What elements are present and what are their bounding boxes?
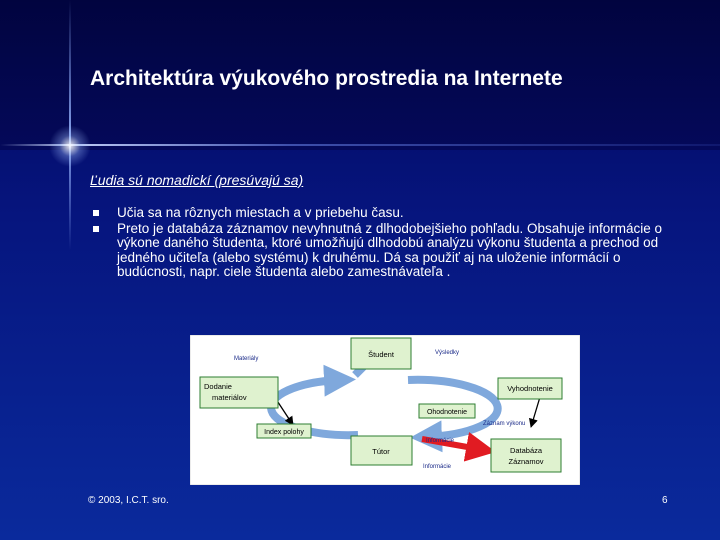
tutor-node xyxy=(351,436,412,465)
svg-text:Tútor: Tútor xyxy=(372,447,390,456)
svg-text:Študent: Študent xyxy=(368,350,394,359)
faint-label-informacie-bottom: Informácie xyxy=(423,464,452,470)
decorative-horizontal-line xyxy=(0,144,720,146)
databaza-node xyxy=(491,439,561,472)
databaza-line-2: Záznamov xyxy=(508,457,544,466)
decorative-star-glow xyxy=(49,125,91,167)
bullet-item xyxy=(92,222,684,280)
svg-text:Vyhodnotenie: Vyhodnotenie xyxy=(507,384,553,393)
bullet-text: Učia sa na rôznych miestach a v priebehu času. xyxy=(117,205,404,220)
faint-label-zaznam-vykonu: Záznam výkonu xyxy=(483,421,526,427)
ohodnotenie-node xyxy=(419,404,475,418)
dodanie-line-2: materiálov xyxy=(212,393,247,402)
dodanie-node xyxy=(200,377,278,408)
bullet-square-icon xyxy=(93,226,99,232)
vyhodnotenie-node xyxy=(498,378,562,399)
bullet-square-icon xyxy=(93,210,99,216)
faint-label-vysledky: Výsledky xyxy=(435,350,460,356)
index-polohy-node xyxy=(257,424,311,438)
dodanie-line-1: Dodanie xyxy=(204,382,232,391)
faint-label-materialy: Materiály xyxy=(234,356,259,362)
bullet-list xyxy=(92,206,684,281)
faint-label-informacie-top: Informácie xyxy=(426,438,455,444)
bullet-text: Preto je databáza záznamov nevyhnutná z dlhodobejšieho pohľadu. Obsahuje informácie o výkone daného študenta, ktoré umožňujú dlhodobú analýzu výkonu študenta a prechod od jedného učiteľa (alebo systému) k druhému. Dá sa použiť aj na uloženie informácií o budúcnosti, napr. ciele študenta alebo zamestnávateľa . xyxy=(117,220,663,279)
student-node xyxy=(351,338,411,369)
page-number: 6 xyxy=(662,495,668,506)
bullet-item xyxy=(92,206,684,221)
svg-text:Ohodnotenie: Ohodnotenie xyxy=(426,409,468,416)
svg-text:Index polohy: Index polohy xyxy=(264,429,304,436)
slide-title: Architektúra výukového prostredia na Internete xyxy=(90,67,563,90)
footer-copyright: © 2003, I.C.T. sro. xyxy=(88,495,169,506)
architecture-diagram xyxy=(190,335,580,485)
databaza-line-1: Databáza xyxy=(509,446,543,455)
slide-subtitle: Ľudia sú nomadickí (presúvajú sa) xyxy=(90,172,304,188)
